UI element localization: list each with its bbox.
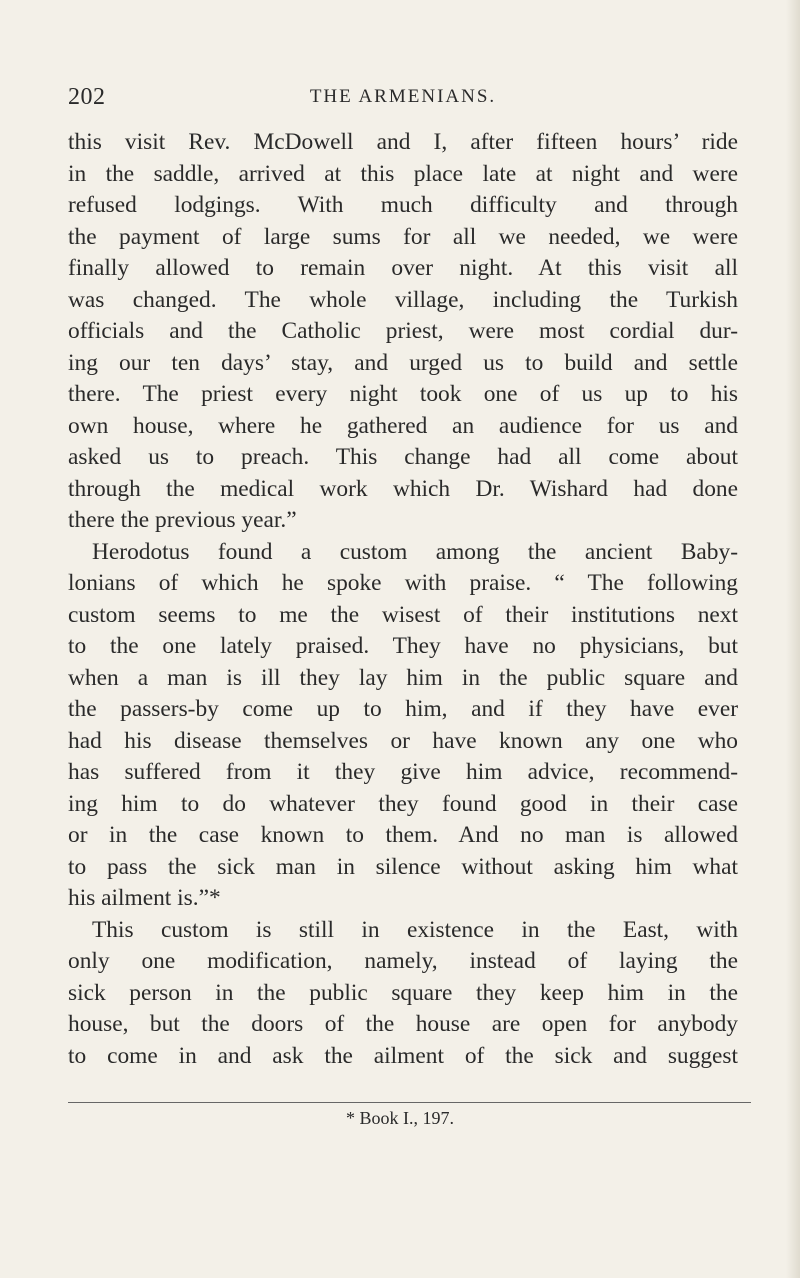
text-line: there. The priest every night took one of us up to his [68,381,738,407]
page-edge-shadow [786,0,800,1278]
text-line: the payment of large sums for all we needed, we were [68,223,738,250]
text-line: custom seems to me the wisest of their institutions next [68,601,738,628]
text-line: his ailment is.”* [68,885,221,911]
text-line: in the saddle, arrived at this place late at night and were [68,160,738,187]
page-number: 202 [68,84,106,110]
text-line: this visit Rev. McDowell and I, after fifteen hours’ ride [68,129,738,155]
body-text [68,127,738,1072]
text-line: asked us to preach. This change had all come about [68,444,738,470]
text-line: ing our ten days’ stay, and urged us to build and settle [68,349,738,376]
page-header [68,84,738,114]
footnote: * Book I., 197. [346,1108,454,1128]
text-line: there the previous year.” [68,507,297,533]
text-line: ing him to do whatever they found good in their case [68,790,738,817]
text-line: officials and the Catholic priest, were most cordial dur- [68,318,738,344]
text-line: to the one lately praised. They have no physicians, but [68,633,738,659]
text-line: finally allowed to remain over night. At this visit all [68,255,738,281]
running-title: THE ARMENIANS. [309,86,497,107]
paragraph-start-line: This custom is still in existence in the East, with [92,916,738,943]
text-line: or in the case known to them. And no man is allowed [68,822,738,848]
text-line: only one modification, namely, instead of laying the [68,948,738,974]
text-line: house, but the doors of the house are open for anybody [68,1011,738,1037]
text-line: lonians of which he spoke with praise. “ The following [68,570,738,596]
text-line: sick person in the public square they keep him in the [68,979,738,1006]
text-line: has suffered from it they give him advice, recommend- [68,759,738,785]
text-line: when a man is ill they lay him in the public square and [68,664,738,691]
text-line: had his disease themselves or have known any one who [68,727,738,754]
text-line: to come in and ask the ailment of the sick and suggest [68,1042,738,1069]
text-line: own house, where he gathered an audience for us and [68,412,738,439]
paragraph-start-line: Herodotus found a custom among the ancient Baby- [92,538,738,565]
text-line: through the medical work which Dr. Wishard had done [68,475,738,502]
text-line: refused lodgings. With much difficulty and through [68,192,738,218]
text-line: was changed. The whole village, including the Turkish [68,286,738,313]
footnote-divider [68,1102,751,1103]
text-line: to pass the sick man in silence without asking him what [68,853,738,880]
text-line: the passers-by come up to him, and if they have ever [68,696,738,722]
